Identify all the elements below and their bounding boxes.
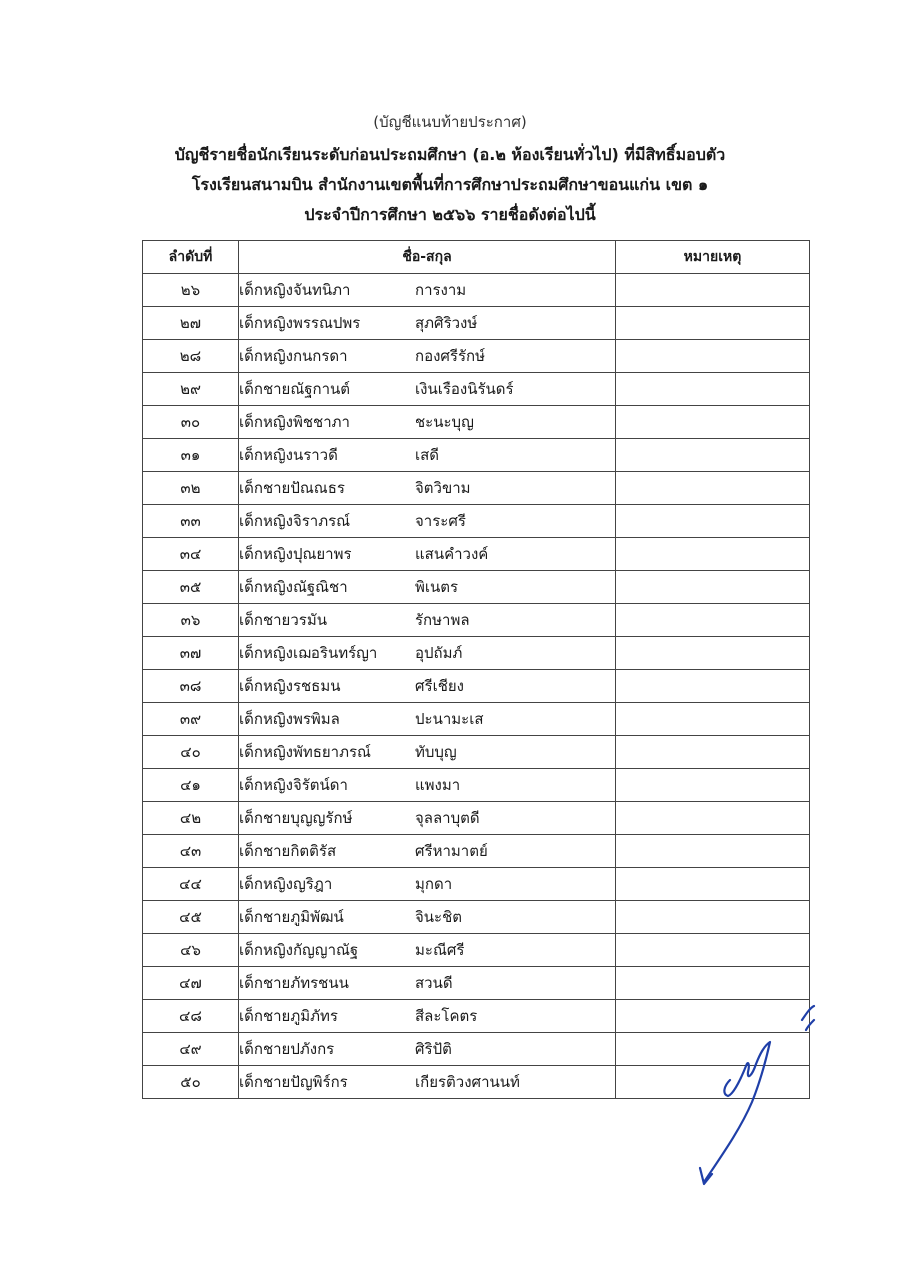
table-row [143, 736, 810, 769]
student-name-cell [239, 274, 616, 307]
student-first-name: เด็กชายวรมัน [239, 611, 327, 629]
table-row [143, 373, 810, 406]
student-last-name: เงินเรืองนิรันดร์ [415, 380, 514, 398]
student-last-name: จุลลาบุตดี [415, 809, 480, 827]
row-number: ๕๐ [143, 1066, 239, 1099]
table-row [143, 934, 810, 967]
remark-cell [616, 340, 810, 373]
student-last-name: การงาม [415, 281, 467, 299]
row-number: ๓๒ [143, 472, 239, 505]
table-row [143, 670, 810, 703]
remark-cell [616, 703, 810, 736]
student-name-cell [239, 802, 616, 835]
table-row [143, 637, 810, 670]
student-first-name: เด็กหญิงรชธมน [239, 677, 341, 695]
row-number: ๔๔ [143, 868, 239, 901]
student-last-name: ปะนามะเส [415, 710, 484, 728]
remark-cell [616, 571, 810, 604]
student-name-cell [239, 868, 616, 901]
student-first-name: เด็กชายภูมิภัทร [239, 1007, 338, 1025]
student-last-name: ชะนะบุญ [415, 413, 474, 431]
student-name-cell [239, 736, 616, 769]
student-first-name: เด็กหญิงญริฎา [239, 875, 333, 893]
table-row [143, 307, 810, 340]
remark-cell [616, 538, 810, 571]
table-row [143, 835, 810, 868]
student-name-cell [239, 901, 616, 934]
student-name-cell [239, 934, 616, 967]
row-number: ๓๑ [143, 439, 239, 472]
student-first-name: เด็กหญิงนราวดี [239, 446, 338, 464]
student-first-name: เด็กหญิงกนกรดา [239, 347, 348, 365]
student-first-name: เด็กหญิงพรพิมล [239, 710, 340, 728]
row-number: ๔๑ [143, 769, 239, 802]
student-first-name: เด็กหญิงจันทนิภา [239, 281, 351, 299]
row-number: ๓๘ [143, 670, 239, 703]
row-number: ๔๖ [143, 934, 239, 967]
student-name-cell [239, 967, 616, 1000]
student-name-cell [239, 538, 616, 571]
student-roster-table [142, 240, 810, 1099]
remark-cell [616, 901, 810, 934]
student-last-name: ศรีเชียง [415, 677, 464, 695]
student-last-name: จิตวิขาม [415, 479, 471, 497]
student-last-name: มุกดา [415, 875, 453, 893]
student-name-cell [239, 703, 616, 736]
student-first-name: เด็กหญิงพัทธยาภรณ์ [239, 743, 371, 761]
column-header-note: หมายเหตุ [616, 241, 810, 274]
student-first-name: เด็กชายปัณณธร [239, 479, 345, 497]
remark-cell [616, 274, 810, 307]
row-number: ๓๐ [143, 406, 239, 439]
student-last-name: จาระศรี [415, 512, 466, 530]
student-last-name: พิเนตร [415, 578, 459, 596]
remark-cell [616, 637, 810, 670]
remark-cell [616, 406, 810, 439]
student-first-name: เด็กชายภูมิพัฒน์ [239, 908, 344, 926]
student-first-name: เด็กชายปภังกร [239, 1040, 335, 1058]
table-row [143, 439, 810, 472]
academic-year-line: ประจำปีการศึกษา ๒๕๖๖ รายชื่อดังต่อไปนี้ [304, 205, 596, 224]
student-name-cell [239, 1033, 616, 1066]
row-number: ๒๙ [143, 373, 239, 406]
remark-cell [616, 505, 810, 538]
student-name-cell [239, 439, 616, 472]
remark-cell [616, 439, 810, 472]
row-number: ๔๘ [143, 1000, 239, 1033]
remark-cell [616, 835, 810, 868]
row-number: ๒๗ [143, 307, 239, 340]
student-last-name: อุปถัมภ์ [415, 644, 463, 662]
row-number: ๓๙ [143, 703, 239, 736]
student-first-name: เด็กชายภัทรชนน [239, 974, 349, 992]
row-number: ๔๙ [143, 1033, 239, 1066]
roster-body [143, 274, 810, 1099]
student-last-name: เสดี [415, 446, 440, 464]
student-first-name: เด็กหญิงเฌอรินทร์ญา [239, 644, 378, 662]
student-last-name: แสนคำวงค์ [415, 545, 489, 563]
student-last-name: จินะชิต [415, 908, 463, 926]
remark-cell [616, 472, 810, 505]
student-name-cell [239, 340, 616, 373]
column-header-name: ชื่อ-สกุล [239, 241, 616, 274]
table-row [143, 472, 810, 505]
student-first-name: เด็กชายปัญพิร์กร [239, 1073, 348, 1091]
row-number: ๓๖ [143, 604, 239, 637]
row-number: ๓๓ [143, 505, 239, 538]
student-name-cell [239, 1000, 616, 1033]
student-last-name: กองศรีรักษ์ [415, 347, 486, 365]
student-last-name: รักษาพล [415, 611, 470, 629]
student-last-name: สุภศิริวงษ์ [415, 314, 478, 332]
student-name-cell [239, 1066, 616, 1099]
table-row [143, 571, 810, 604]
student-name-cell [239, 505, 616, 538]
student-first-name: เด็กหญิงปุณยาพร [239, 545, 352, 563]
student-first-name: เด็กหญิงจิรัตน์ดา [239, 776, 348, 794]
remark-cell [616, 769, 810, 802]
student-first-name: เด็กหญิงณัฐณิชา [239, 578, 348, 596]
table-row [143, 703, 810, 736]
row-number: ๓๕ [143, 571, 239, 604]
column-header-no: ลำดับที่ [143, 241, 239, 274]
student-name-cell [239, 406, 616, 439]
row-number: ๔๓ [143, 835, 239, 868]
student-first-name: เด็กหญิงพิชชาภา [239, 413, 350, 431]
student-last-name: สีละโคตร [415, 1007, 478, 1025]
student-name-cell [239, 769, 616, 802]
table-row [143, 868, 810, 901]
row-number: ๒๖ [143, 274, 239, 307]
table-row [143, 505, 810, 538]
student-first-name: เด็กหญิงพรรณปพร [239, 314, 361, 332]
remark-cell [616, 604, 810, 637]
row-number: ๒๘ [143, 340, 239, 373]
document-title: บัญชีรายชื่อนักเรียนระดับก่อนประถมศึกษา (อ.๒ ห้องเรียนทั่วไป) ที่มีสิทธิ์มอบตัว [174, 145, 726, 164]
table-row [143, 769, 810, 802]
remark-cell [616, 934, 810, 967]
table-header-row [143, 241, 810, 274]
table-row [143, 274, 810, 307]
row-number: ๔๐ [143, 736, 239, 769]
table-row [143, 406, 810, 439]
student-first-name: เด็กหญิงกัญญาณัฐ [239, 941, 359, 959]
remark-cell [616, 307, 810, 340]
row-number: ๔๒ [143, 802, 239, 835]
row-number: ๓๗ [143, 637, 239, 670]
student-last-name: สวนดี [415, 974, 453, 992]
student-last-name: แพงมา [415, 776, 461, 794]
student-name-cell [239, 835, 616, 868]
student-first-name: เด็กชายณัฐกานต์ [239, 380, 351, 398]
student-last-name: ทับบุญ [415, 743, 457, 761]
student-name-cell [239, 604, 616, 637]
student-name-cell [239, 307, 616, 340]
student-name-cell [239, 670, 616, 703]
table-row [143, 604, 810, 637]
school-line: โรงเรียนสนามบิน สำนักงานเขตพื้นที่การศึกษาประถมศึกษาขอนแก่น เขต ๑ [191, 175, 709, 194]
remark-cell [616, 736, 810, 769]
remark-cell [616, 868, 810, 901]
student-first-name: เด็กหญิงจิราภรณ์ [239, 512, 351, 530]
annex-label: (บัญชีแนบท้ายประกาศ) [373, 113, 527, 131]
student-name-cell [239, 472, 616, 505]
student-last-name: ศิริปัติ [415, 1040, 452, 1058]
row-number: ๓๔ [143, 538, 239, 571]
row-number: ๔๕ [143, 901, 239, 934]
student-name-cell [239, 373, 616, 406]
student-name-cell [239, 571, 616, 604]
student-name-cell [239, 637, 616, 670]
table-row [143, 340, 810, 373]
remark-cell [616, 670, 810, 703]
remark-cell [616, 373, 810, 406]
table-row [143, 538, 810, 571]
student-last-name: เกียรติวงศานนท์ [415, 1073, 520, 1091]
student-last-name: ศรีหามาตย์ [415, 842, 488, 860]
student-first-name: เด็กชายบุญญรักษ์ [239, 809, 353, 827]
student-first-name: เด็กชายกิตติรัส [239, 842, 337, 860]
student-last-name: มะณีศรี [415, 941, 465, 959]
table-row [143, 901, 810, 934]
remark-cell [616, 802, 810, 835]
table-row [143, 802, 810, 835]
signature-scribble [690, 990, 820, 1190]
row-number: ๔๗ [143, 967, 239, 1000]
